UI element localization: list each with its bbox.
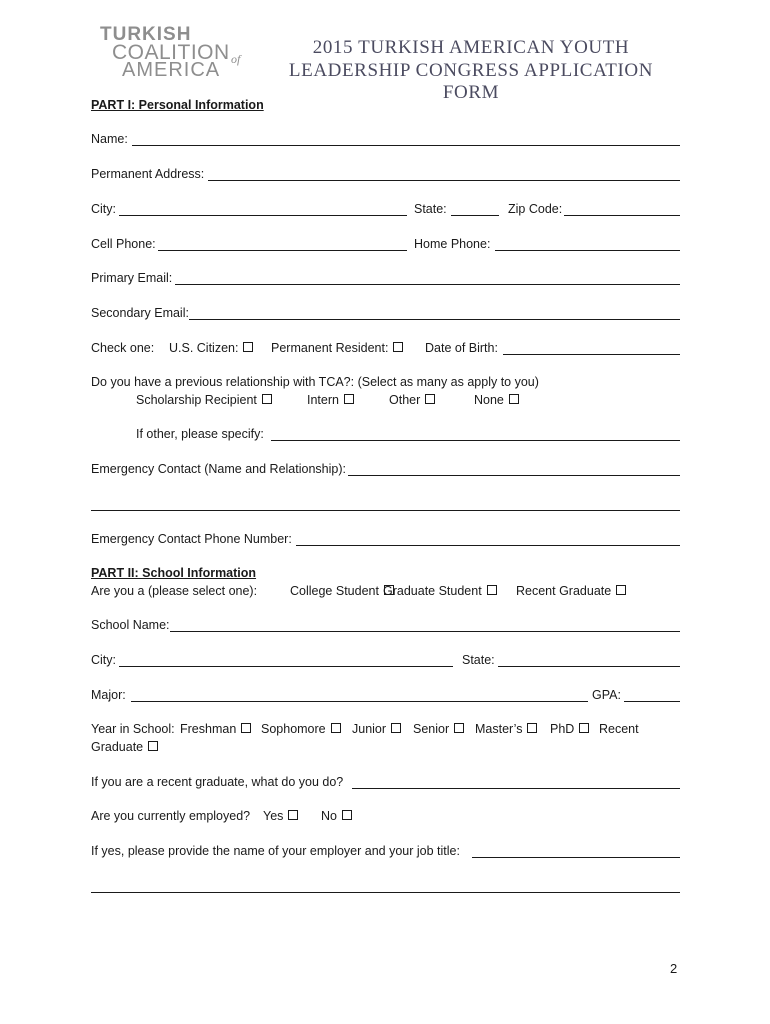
cell-phone-field[interactable] — [158, 250, 407, 251]
phd-checkbox[interactable] — [579, 723, 589, 733]
sophomore-label: Sophomore — [261, 722, 326, 736]
phone-row — [91, 237, 680, 255]
recent-graduate-year-checkbox[interactable] — [148, 741, 158, 751]
employed-yes-checkbox[interactable] — [288, 810, 298, 820]
none-option — [474, 393, 519, 407]
citizenship-row — [91, 341, 680, 359]
graduate-student-checkbox[interactable] — [487, 585, 497, 595]
address-field[interactable] — [208, 180, 680, 181]
gpa-label: GPA: — [592, 688, 621, 702]
part2-heading: PART II: School Information — [91, 566, 257, 580]
junior-checkbox[interactable] — [391, 723, 401, 733]
cell-phone-label: Cell Phone: — [91, 237, 156, 251]
employer-field[interactable] — [472, 857, 680, 858]
permanent-resident-option — [271, 341, 403, 355]
check-one-label: Check one: — [91, 341, 155, 355]
student-status-question: Are you a (please select one): — [91, 584, 258, 598]
zip-field[interactable] — [564, 215, 680, 216]
employed-yes-option — [263, 809, 298, 823]
logo-line-1: TURKISH — [100, 24, 192, 45]
other-label: Other — [389, 393, 421, 407]
school-name-field[interactable] — [170, 631, 680, 632]
senior-checkbox[interactable] — [454, 723, 464, 733]
us-citizen-checkbox[interactable] — [243, 342, 253, 352]
sophomore-option — [261, 722, 341, 736]
graduate-wrap-label: Graduate — [91, 740, 144, 754]
state-label: State: — [414, 202, 447, 216]
graduate-student-label: Graduate Student — [383, 584, 482, 598]
freshman-option — [180, 722, 251, 736]
dob-label: Date of Birth: — [425, 341, 498, 355]
home-phone-label: Home Phone: — [414, 237, 491, 251]
none-label: None — [474, 393, 504, 407]
year-in-school-label: Year in School: — [91, 722, 175, 736]
school-name-label: School Name: — [91, 618, 170, 632]
intern-label: Intern — [307, 393, 339, 407]
city-state-zip-row — [91, 202, 680, 220]
masters-label: Master’s — [475, 722, 523, 736]
relationship-options-row — [91, 393, 680, 411]
dob-field[interactable] — [503, 354, 680, 355]
year-in-school-row — [91, 722, 680, 740]
recent-graduate-checkbox[interactable] — [616, 585, 626, 595]
name-label: Name: — [91, 132, 128, 146]
state-field[interactable] — [451, 215, 499, 216]
college-student-label: College Student — [290, 584, 379, 598]
secondary-email-label: Secondary Email: — [91, 306, 189, 320]
emergency-contact-label: Emergency Contact (Name and Relationship): — [91, 462, 346, 476]
secondary-email-row — [91, 306, 680, 324]
employed-no-checkbox[interactable] — [342, 810, 352, 820]
employed-no-label: No — [321, 809, 337, 823]
freshman-label: Freshman — [180, 722, 237, 736]
secondary-email-field[interactable] — [189, 319, 680, 320]
emergency-contact-field-2[interactable] — [91, 510, 680, 511]
scholarship-label: Scholarship Recipient — [136, 393, 257, 407]
other-checkbox[interactable] — [425, 394, 435, 404]
name-field[interactable] — [132, 145, 680, 146]
part1-heading: PART I: Personal Information — [91, 98, 264, 112]
form-title-line-1: 2015 TURKISH AMERICAN YOUTH — [312, 37, 630, 58]
school-city-state-row — [91, 653, 680, 671]
employed-no-option — [321, 809, 352, 823]
employer-row-2 — [91, 879, 680, 897]
scholarship-option — [136, 393, 272, 407]
school-state-field[interactable] — [498, 666, 680, 667]
logo-line-2: COALITION — [112, 41, 230, 64]
logo-line-3: AMERICA — [122, 59, 221, 81]
home-phone-field[interactable] — [495, 250, 680, 251]
relationship-question-row — [91, 375, 680, 393]
major-label: Major: — [91, 688, 126, 702]
senior-option — [413, 722, 464, 736]
primary-email-row — [91, 271, 680, 289]
phd-option — [550, 722, 589, 736]
logo-of: of — [231, 52, 241, 66]
major-gpa-row — [91, 688, 680, 706]
city-label: City: — [91, 202, 116, 216]
intern-option — [307, 393, 354, 407]
emergency-contact-line-2 — [91, 497, 680, 515]
emergency-phone-field[interactable] — [296, 545, 680, 546]
recent-grad-field[interactable] — [352, 788, 680, 789]
emergency-contact-field[interactable] — [348, 475, 680, 476]
primary-email-label: Primary Email: — [91, 271, 173, 285]
address-row — [91, 167, 680, 185]
graduate-student-option — [383, 584, 497, 598]
none-checkbox[interactable] — [509, 394, 519, 404]
primary-email-field[interactable] — [175, 284, 680, 285]
school-state-label: State: — [462, 653, 495, 667]
page-number: 2 — [670, 961, 678, 976]
address-label: Permanent Address: — [91, 167, 205, 181]
junior-label: Junior — [352, 722, 387, 736]
phd-label: PhD — [550, 722, 575, 736]
employed-yes-label: Yes — [263, 809, 284, 823]
permanent-resident-checkbox[interactable] — [393, 342, 403, 352]
freshman-checkbox[interactable] — [241, 723, 251, 733]
recent-grad-row — [91, 775, 680, 793]
other-option — [389, 393, 435, 407]
city-field[interactable] — [119, 215, 407, 216]
year-in-school-row-wrap — [91, 740, 680, 758]
us-citizen-label: U.S. Citizen: — [169, 341, 239, 355]
sophomore-checkbox[interactable] — [331, 723, 341, 733]
employer-field-2[interactable] — [91, 892, 680, 893]
school-name-row — [91, 618, 680, 636]
relationship-question: Do you have a previous relationship with TCA?: (Select as many as apply to you) — [91, 375, 539, 389]
masters-checkbox[interactable] — [527, 723, 537, 733]
emergency-phone-label: Emergency Contact Phone Number: — [91, 532, 292, 546]
major-field[interactable] — [131, 701, 588, 702]
employed-question: Are you currently employed? — [91, 809, 251, 823]
recent-label: Recent — [599, 722, 639, 736]
school-city-label: City: — [91, 653, 116, 667]
employer-question: If yes, please provide the name of your employer and your job title: — [91, 844, 460, 858]
permanent-resident-label: Permanent Resident: — [271, 341, 389, 355]
recent-graduate-year-option — [91, 740, 158, 754]
gpa-field[interactable] — [624, 701, 680, 702]
form-title-line-2: LEADERSHIP CONGRESS APPLICATION FORM — [288, 60, 654, 103]
employment-row — [91, 809, 680, 827]
student-status-row — [91, 584, 680, 602]
other-specify-row — [91, 427, 680, 445]
recent-graduate-option — [516, 584, 626, 598]
employer-row — [91, 844, 680, 862]
us-citizen-option — [169, 341, 253, 355]
zip-label: Zip Code: — [508, 202, 563, 216]
recent-grad-question: If you are a recent graduate, what do you do? — [91, 775, 344, 789]
intern-checkbox[interactable] — [344, 394, 354, 404]
emergency-phone-row — [91, 532, 680, 550]
other-specify-field[interactable] — [271, 440, 680, 441]
emergency-contact-row — [91, 462, 680, 480]
scholarship-checkbox[interactable] — [262, 394, 272, 404]
name-row — [91, 132, 680, 150]
masters-option — [475, 722, 537, 736]
school-city-field[interactable] — [119, 666, 453, 667]
senior-label: Senior — [413, 722, 450, 736]
college-student-option — [290, 584, 394, 598]
other-specify-label: If other, please specify: — [136, 427, 264, 441]
recent-graduate-label: Recent Graduate — [516, 584, 612, 598]
tca-logo — [96, 24, 256, 82]
junior-option — [352, 722, 401, 736]
